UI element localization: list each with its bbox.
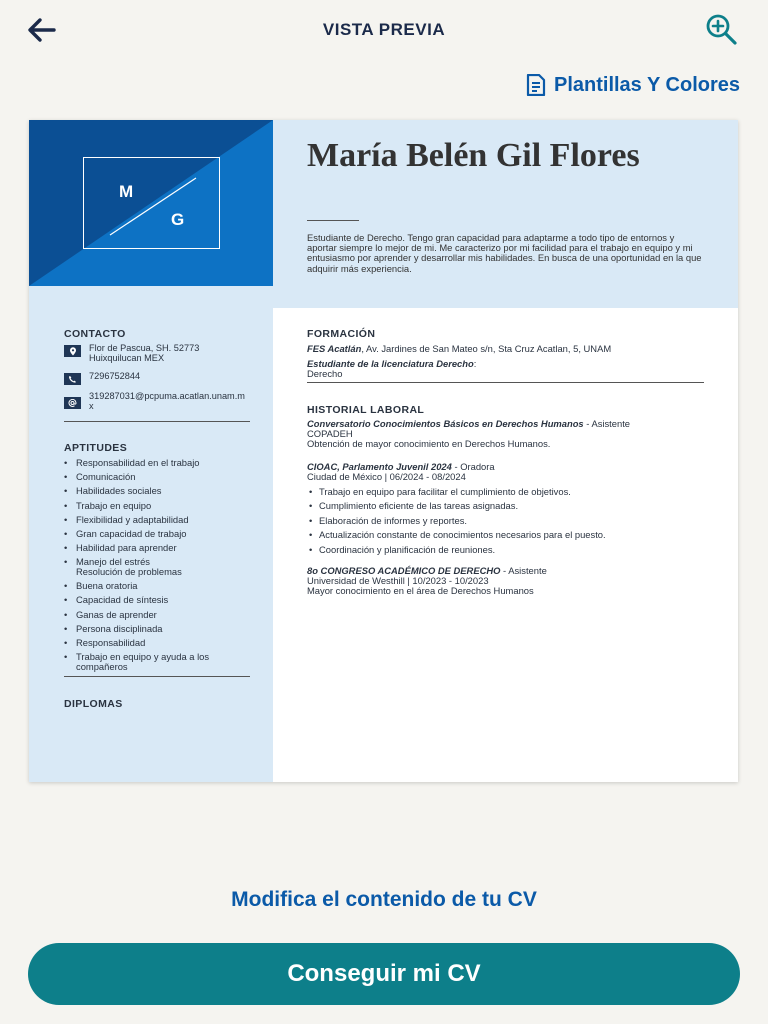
work-heading: HISTORIAL LABORAL <box>307 404 425 416</box>
skill-item: • Persona disciplinada <box>64 624 254 634</box>
templates-colors-link[interactable] <box>526 72 740 98</box>
education-field: Derecho <box>307 368 343 379</box>
job-title: 8o CONGRESO ACADÉMICO DE DERECHO <box>307 565 501 576</box>
job-title-line <box>307 419 717 429</box>
skill-item: • Capacidad de síntesis <box>64 595 254 605</box>
job-org: Universidad de Westhill | 10/2023 - 10/2023 <box>307 575 489 586</box>
monogram-initial-last: G <box>171 210 185 229</box>
contact-address-text: Flor de Pascua, SH. 52773 Huixquilucan MEX <box>89 343 200 363</box>
skill-item: • Trabajo en equipo <box>64 501 254 511</box>
job-role: - Asistente <box>583 418 631 429</box>
job-org: COPADEH <box>307 428 353 439</box>
skill-item: • Habilidades sociales <box>64 486 254 496</box>
skill-item: • Ganas de aprender <box>64 610 254 620</box>
page-title: VISTA PREVIA <box>322 20 446 39</box>
education-divider <box>307 382 704 383</box>
skill-item: • Habilidad para aprender <box>64 543 254 553</box>
cv-summary: Estudiante de Derecho. Tengo gran capacidad para adaptarme a todo tipo de entornos y aportar siempre lo mejor de mi. Me caracterizo por mi facilidad para el trabajo en equipo y mi entusiasmo por aprender y desarrollar mis habilidades. En busca de una oportunidad en la que adquirir más experiencia. <box>307 232 702 274</box>
skill-item: • Manejo del estrés Resolución de problemas <box>64 557 184 577</box>
top-bar <box>0 0 768 62</box>
skills-list <box>64 458 254 676</box>
cv-sidebar <box>29 308 273 782</box>
contact-email-text: 319287031@pcpuma.acatlan.unam.mx <box>89 391 245 411</box>
job-bullet: • Actualización constante de conocimientos necesarios para el puesto. <box>307 530 717 540</box>
job-bullets <box>307 487 717 559</box>
education-address: , Av. Jardines de San Mateo s/n, Sta Cruz Acatlan, 5, UNAM <box>361 343 612 354</box>
contact-phone <box>64 372 254 385</box>
job-bullet: • Trabajo en equipo para facilitar el cumplimiento de objetivos. <box>307 487 717 497</box>
email-icon <box>64 397 81 409</box>
contact-email <box>64 392 254 412</box>
contact-address <box>64 344 254 364</box>
name-divider <box>307 220 359 221</box>
zoom-in-icon <box>702 12 742 48</box>
zoom-button[interactable] <box>702 12 742 48</box>
cv-name: María Belén Gil Flores <box>307 137 640 174</box>
skills-heading: APTITUDES <box>64 442 128 454</box>
skill-item: • Trabajo en equipo y ayuda a los compañeros <box>64 652 254 672</box>
cv-preview[interactable] <box>29 120 738 782</box>
get-cv-button[interactable]: Conseguir mi CV <box>28 943 740 1005</box>
skill-item: • Responsabilidad <box>64 638 254 648</box>
skill-item: • Comunicación <box>64 472 254 482</box>
templates-colors-label: Plantillas Y Colores <box>553 73 740 96</box>
job-bullet: • Cumplimiento eficiente de las tareas asignadas. <box>307 501 717 511</box>
phone-icon <box>64 373 81 385</box>
contact-divider <box>64 421 250 422</box>
job-description: Mayor conocimiento en el área de Derechos Humanos <box>307 585 534 596</box>
skills-divider <box>64 676 250 677</box>
job-description: Obtención de mayor conocimiento en Derechos Humanos. <box>307 438 551 449</box>
job-role: - Asistente <box>500 565 547 576</box>
education-degree-line: Estudiante de la licenciatura Derecho: <box>307 358 477 369</box>
cv-header <box>29 120 738 308</box>
education-institution: FES Acatlán <box>307 343 362 354</box>
monogram-initial-first: M <box>119 182 134 201</box>
education-heading: FORMACIÓN <box>307 328 376 340</box>
template-icon <box>526 74 546 96</box>
modify-cv-link[interactable]: Modifica el contenido de tu CV <box>231 888 537 911</box>
skill-item: • Buena oratoria <box>64 581 254 591</box>
diplomas-heading: DIPLOMAS <box>64 698 123 710</box>
education-institution-line <box>307 344 717 354</box>
skill-item: • Gran capacidad de trabajo <box>64 529 254 539</box>
job-title: CIOAC, Parlamento Juvenil 2024 <box>307 461 452 472</box>
job-title: Conversatorio Conocimientos Básicos en Derechos Humanos <box>307 418 584 429</box>
location-icon <box>64 345 81 357</box>
job-bullet: • Elaboración de informes y reportes. <box>307 516 717 526</box>
contact-phone-text: 7296752844 <box>89 371 141 381</box>
contact-heading: CONTACTO <box>64 328 126 340</box>
job-bullet: • Coordinación y planificación de reuniones. <box>307 545 717 555</box>
monogram-frame <box>83 157 220 249</box>
job-org: Ciudad de México | 06/2024 - 08/2024 <box>307 471 466 482</box>
job-role: - Oradora <box>451 461 495 472</box>
monogram-block <box>29 120 273 286</box>
skill-item: • Responsabilidad en el trabajo <box>64 458 254 468</box>
skill-item: • Flexibilidad y adaptabilidad <box>64 515 254 525</box>
education-degree: Estudiante de la licenciatura Derecho <box>307 358 474 369</box>
